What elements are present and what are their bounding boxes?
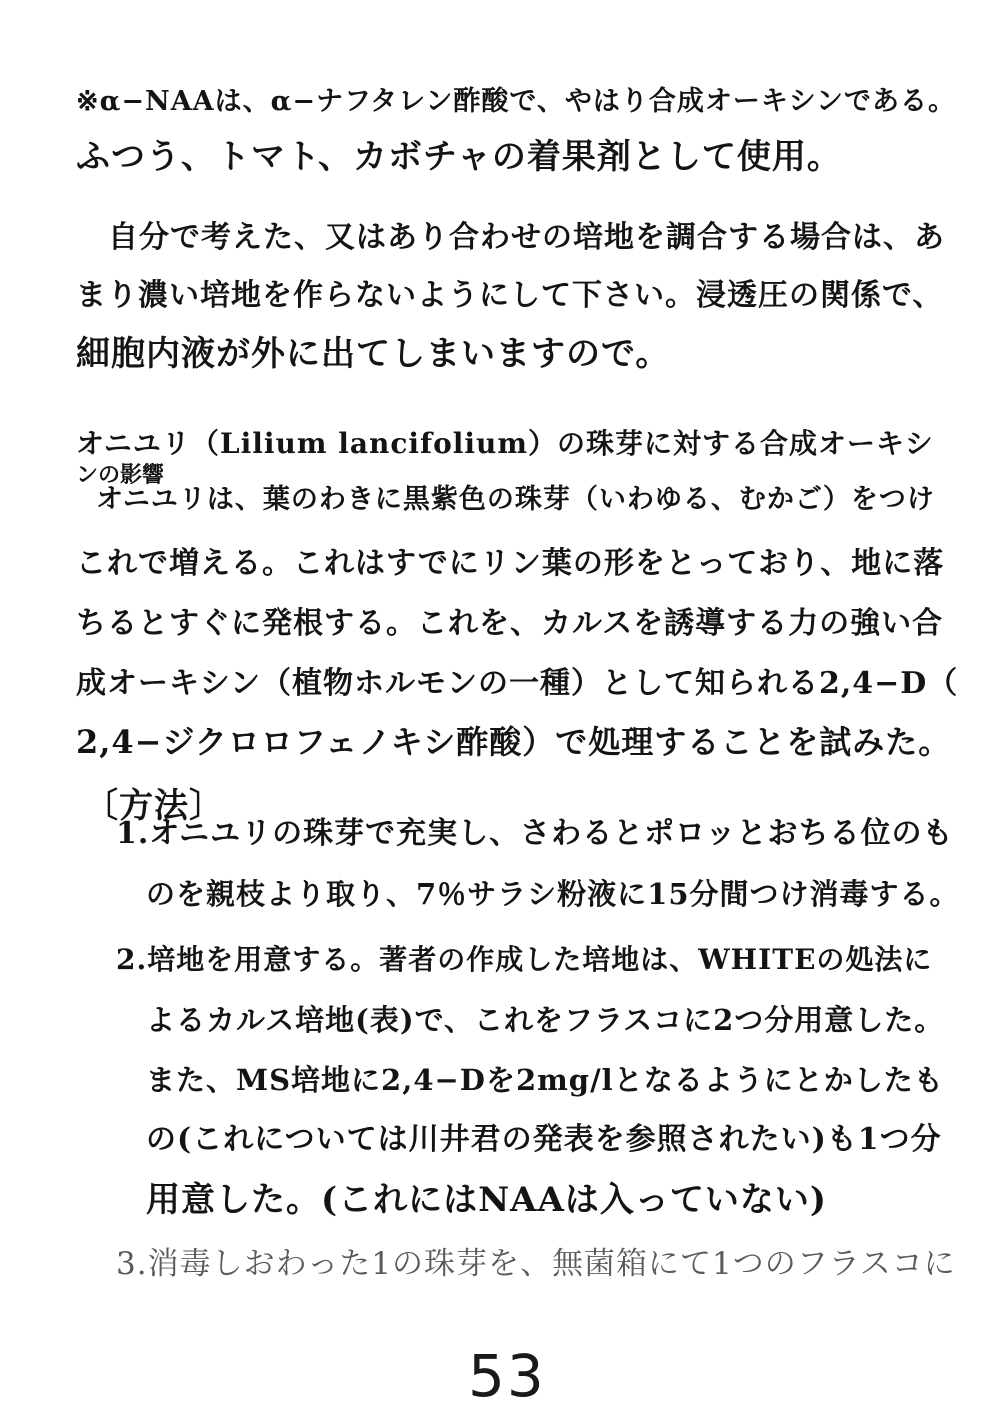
- method-step1-line1: 1.オニユリの珠芽で充実し、さわるとポロッとおちる位のも: [116, 816, 954, 851]
- method-step1-line2: のを親枝より取り、7％サラシ粉液に15分間つけ消毒する。: [146, 877, 960, 911]
- method-step2-line1: 2.培地を用意する。著者の作成した培地は、WHITEの処法に: [116, 943, 933, 976]
- section-body-line1: オニユリは、葉のわきに黒紫色の珠芽（いわゆる、むかご）をつけ: [96, 484, 935, 515]
- method-step2-line3: また、MS培地に2,4−Dを2mg/lとなるようにとかしたも: [146, 1063, 944, 1097]
- section-body-line3: ちるとすぐに発根する。これを、カルスを誘導する力の強い合: [76, 606, 944, 641]
- paragraph2-line2: まり濃い培地を作らないようにして下さい。浸透圧の関係で、: [76, 278, 944, 313]
- method-step3-line1: 3.消毒しおわった1の珠芽を、無菌箱にて1つのフラスコに: [116, 1246, 956, 1282]
- section-body-line5: 2,4−ジクロロフェノキシ酢酸）で処理することを試みた。: [76, 723, 952, 761]
- method-step2-line5: 用意した。(これにはNAAは入っていない): [146, 1180, 828, 1220]
- section-heading-line1: オニユリ（Lilium lancifolium）の珠芽に対する合成オーキシ: [76, 427, 934, 460]
- section-heading-line2: ンの影響: [76, 462, 165, 488]
- paragraph1-line1: ※α−NAAは、α−ナフタレン酢酸で、やはり合成オーキシンである。: [76, 86, 956, 117]
- method-step2-line4: の(これについては川井君の発表を参照されたい)も1つ分: [146, 1122, 942, 1157]
- method-heading: 〔方法〕: [84, 786, 224, 826]
- section-body-line4: 成オーキシン（植物ホルモンの一種）として知られる2,4−D（: [76, 666, 959, 701]
- paragraph2-line3: 細胞内液が外に出てしまいますので。: [76, 334, 671, 374]
- method-step2-line2: よるカルス培地(表)で、これをフラスコに2つ分用意した。: [146, 1003, 945, 1037]
- section-body-line2: これで増える。これはすでにリン葉の形をとっており、地に落: [76, 546, 945, 581]
- paragraph2-line1: 自分で考えた、又はあり合わせの培地を調合する場合は、あ: [108, 220, 945, 255]
- paragraph1-line2: ふつう、トマト、カボチャの着果剤として使用。: [76, 137, 842, 177]
- page-number: 53: [468, 1342, 546, 1410]
